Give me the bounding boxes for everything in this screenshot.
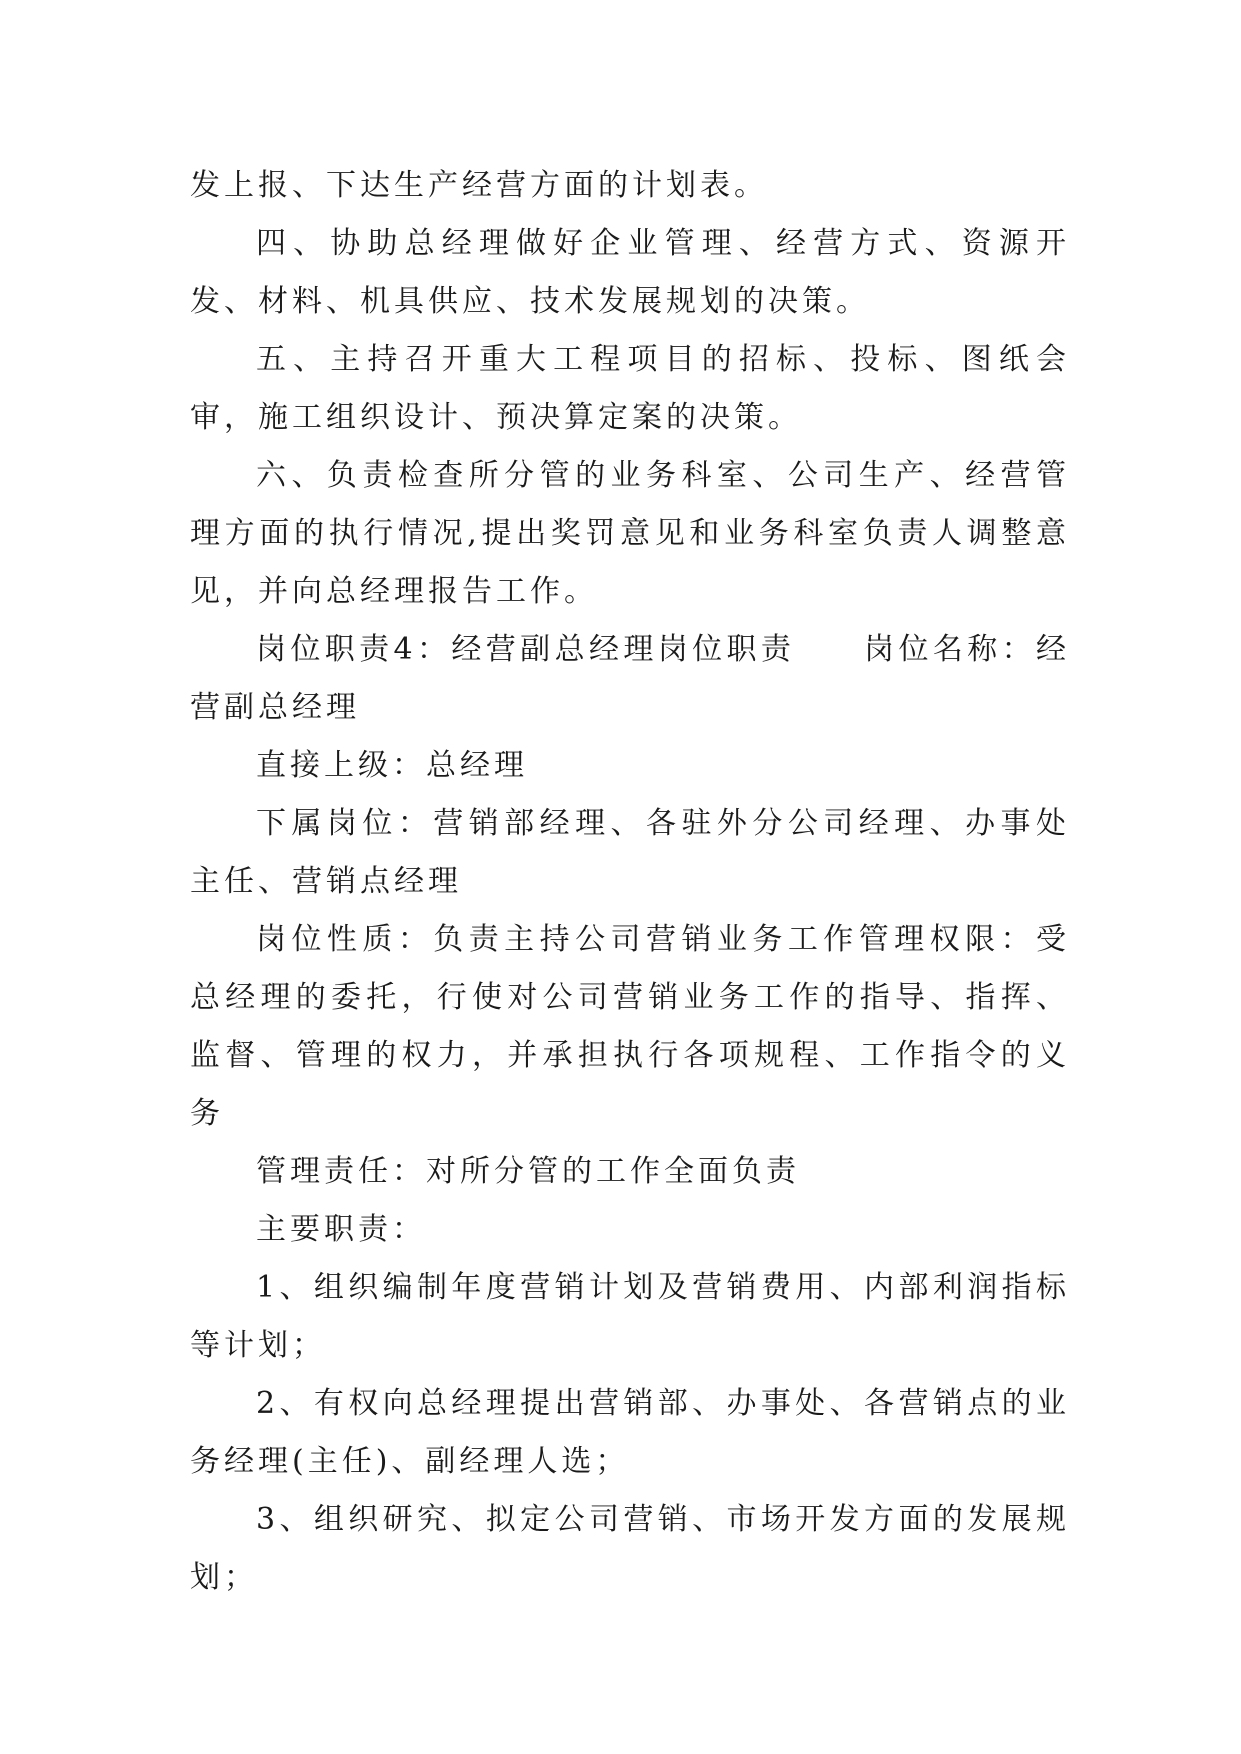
document-body	[190, 157, 1070, 1607]
paragraph-1: 发上报、下达生产经营方面的计划表。	[190, 168, 768, 203]
paragraph-8: 岗位性质：负责主持公司营销业务工作管理权限：受总经理的委托，行使对公司营销业务工作的指导、指挥、监督、管理的权力，并承担执行各项规程、工作指令的义务	[190, 922, 1070, 1131]
paragraph-12: 2、有权向总经理提出营销部、办事处、各营销点的业务经理(主任)、副经理人选；	[190, 1386, 1070, 1479]
paragraph-3: 五、主持召开重大工程项目的招标、投标、图纸会审，施工组织设计、预决算定案的决策。	[190, 342, 1070, 435]
paragraph-11: 1、组织编制年度营销计划及营销费用、内部利润指标等计划；	[190, 1270, 1070, 1363]
paragraph-10: 主要职责：	[256, 1212, 426, 1247]
paragraph-7: 下属岗位：营销部经理、各驻外分公司经理、办事处主任、营销点经理	[190, 806, 1070, 899]
paragraph-13: 3、组织研究、拟定公司营销、市场开发方面的发展规划；	[190, 1502, 1070, 1595]
paragraph-5: 岗位职责4：经营副总经理岗位职责 岗位名称：经营副总经理	[190, 632, 1070, 725]
paragraph-4: 六、负责检查所分管的业务科室、公司生产、经营管理方面的执行情况,提出奖罚意见和业务科室负责人调整意见，并向总经理报告工作。	[190, 458, 1070, 609]
paragraph-2: 四、协助总经理做好企业管理、经营方式、资源开发、材料、机具供应、技术发展规划的决策。	[190, 226, 1070, 319]
paragraph-9: 管理责任：对所分管的工作全面负责	[256, 1154, 800, 1189]
paragraph-6: 直接上级：总经理	[256, 748, 528, 783]
